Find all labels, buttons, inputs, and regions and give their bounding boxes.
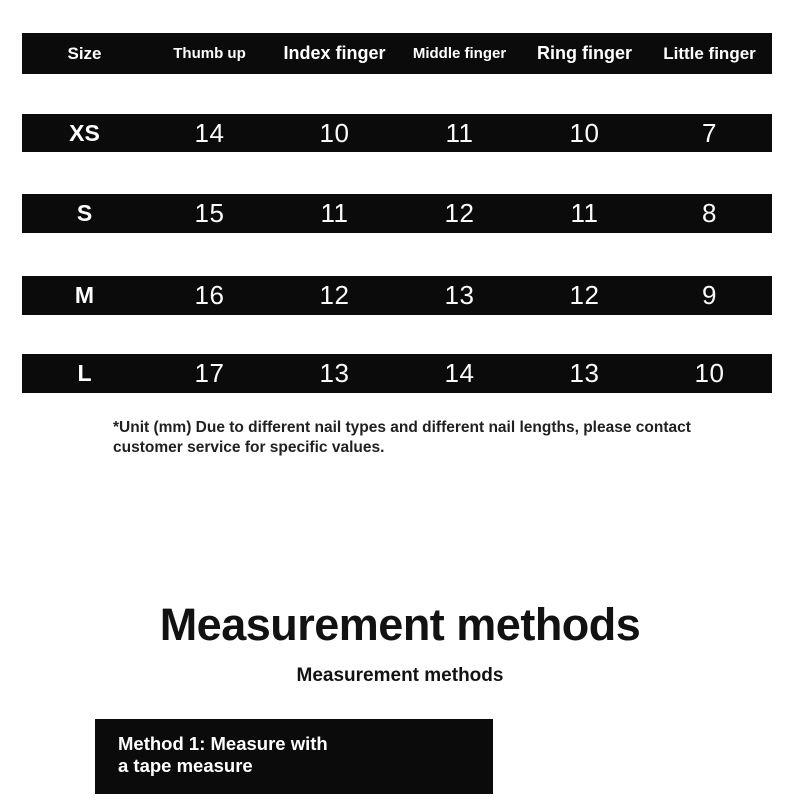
value-thumb: 17 [194,358,225,388]
value-middle: 11 [445,117,474,148]
value-ring: 10 [569,117,600,148]
unit-footnote-line-1: *Unit (mm) Due to different nail types and different nail lengths, please contact [113,419,691,436]
value-little: 7 [702,117,717,148]
measurement-methods-subtitle: Measurement methods [296,665,504,686]
size-table-header-row [22,33,772,74]
size-label: M [74,282,95,308]
value-index: 13 [319,358,350,388]
value-index: 10 [319,117,350,148]
size-table-row-l [22,354,772,393]
measurement-methods-title: Measurement methods [159,599,641,650]
value-thumb: 14 [194,117,225,148]
size-table-row-xs [22,114,772,152]
value-little: 8 [702,198,717,228]
value-index: 12 [319,280,350,310]
size-table-row-s [22,194,772,233]
value-ring: 13 [569,358,600,388]
value-little: 10 [694,358,725,388]
size-label: L [77,360,92,386]
value-middle: 14 [444,358,475,388]
method-1-box [95,719,493,794]
value-thumb: 15 [194,198,225,228]
size-label: XS [69,119,100,146]
value-thumb: 16 [194,280,225,310]
size-label: S [76,200,93,226]
value-ring: 12 [569,280,600,310]
value-middle: 12 [444,198,475,228]
header-cell-ring-finger: Ring finger [537,43,632,63]
method-1-line-1: Method 1: Measure with [118,733,328,754]
value-little: 9 [702,280,717,310]
value-middle: 13 [444,280,475,310]
value-ring: 11 [570,198,599,228]
size-table-row-m [22,276,772,315]
header-cell-thumb-up: Thumb up [173,45,246,62]
method-1-line-2: a tape measure [118,755,253,776]
value-index: 11 [320,198,349,228]
header-cell-little-finger: Little finger [663,43,756,63]
header-cell-index-finger: Index finger [283,43,386,63]
header-cell-middle-finger: Middle finger [412,45,507,62]
unit-footnote-line-2: customer service for specific values. [113,439,385,457]
unit-footnote [113,418,723,459]
header-cell-size: Size [67,43,102,63]
